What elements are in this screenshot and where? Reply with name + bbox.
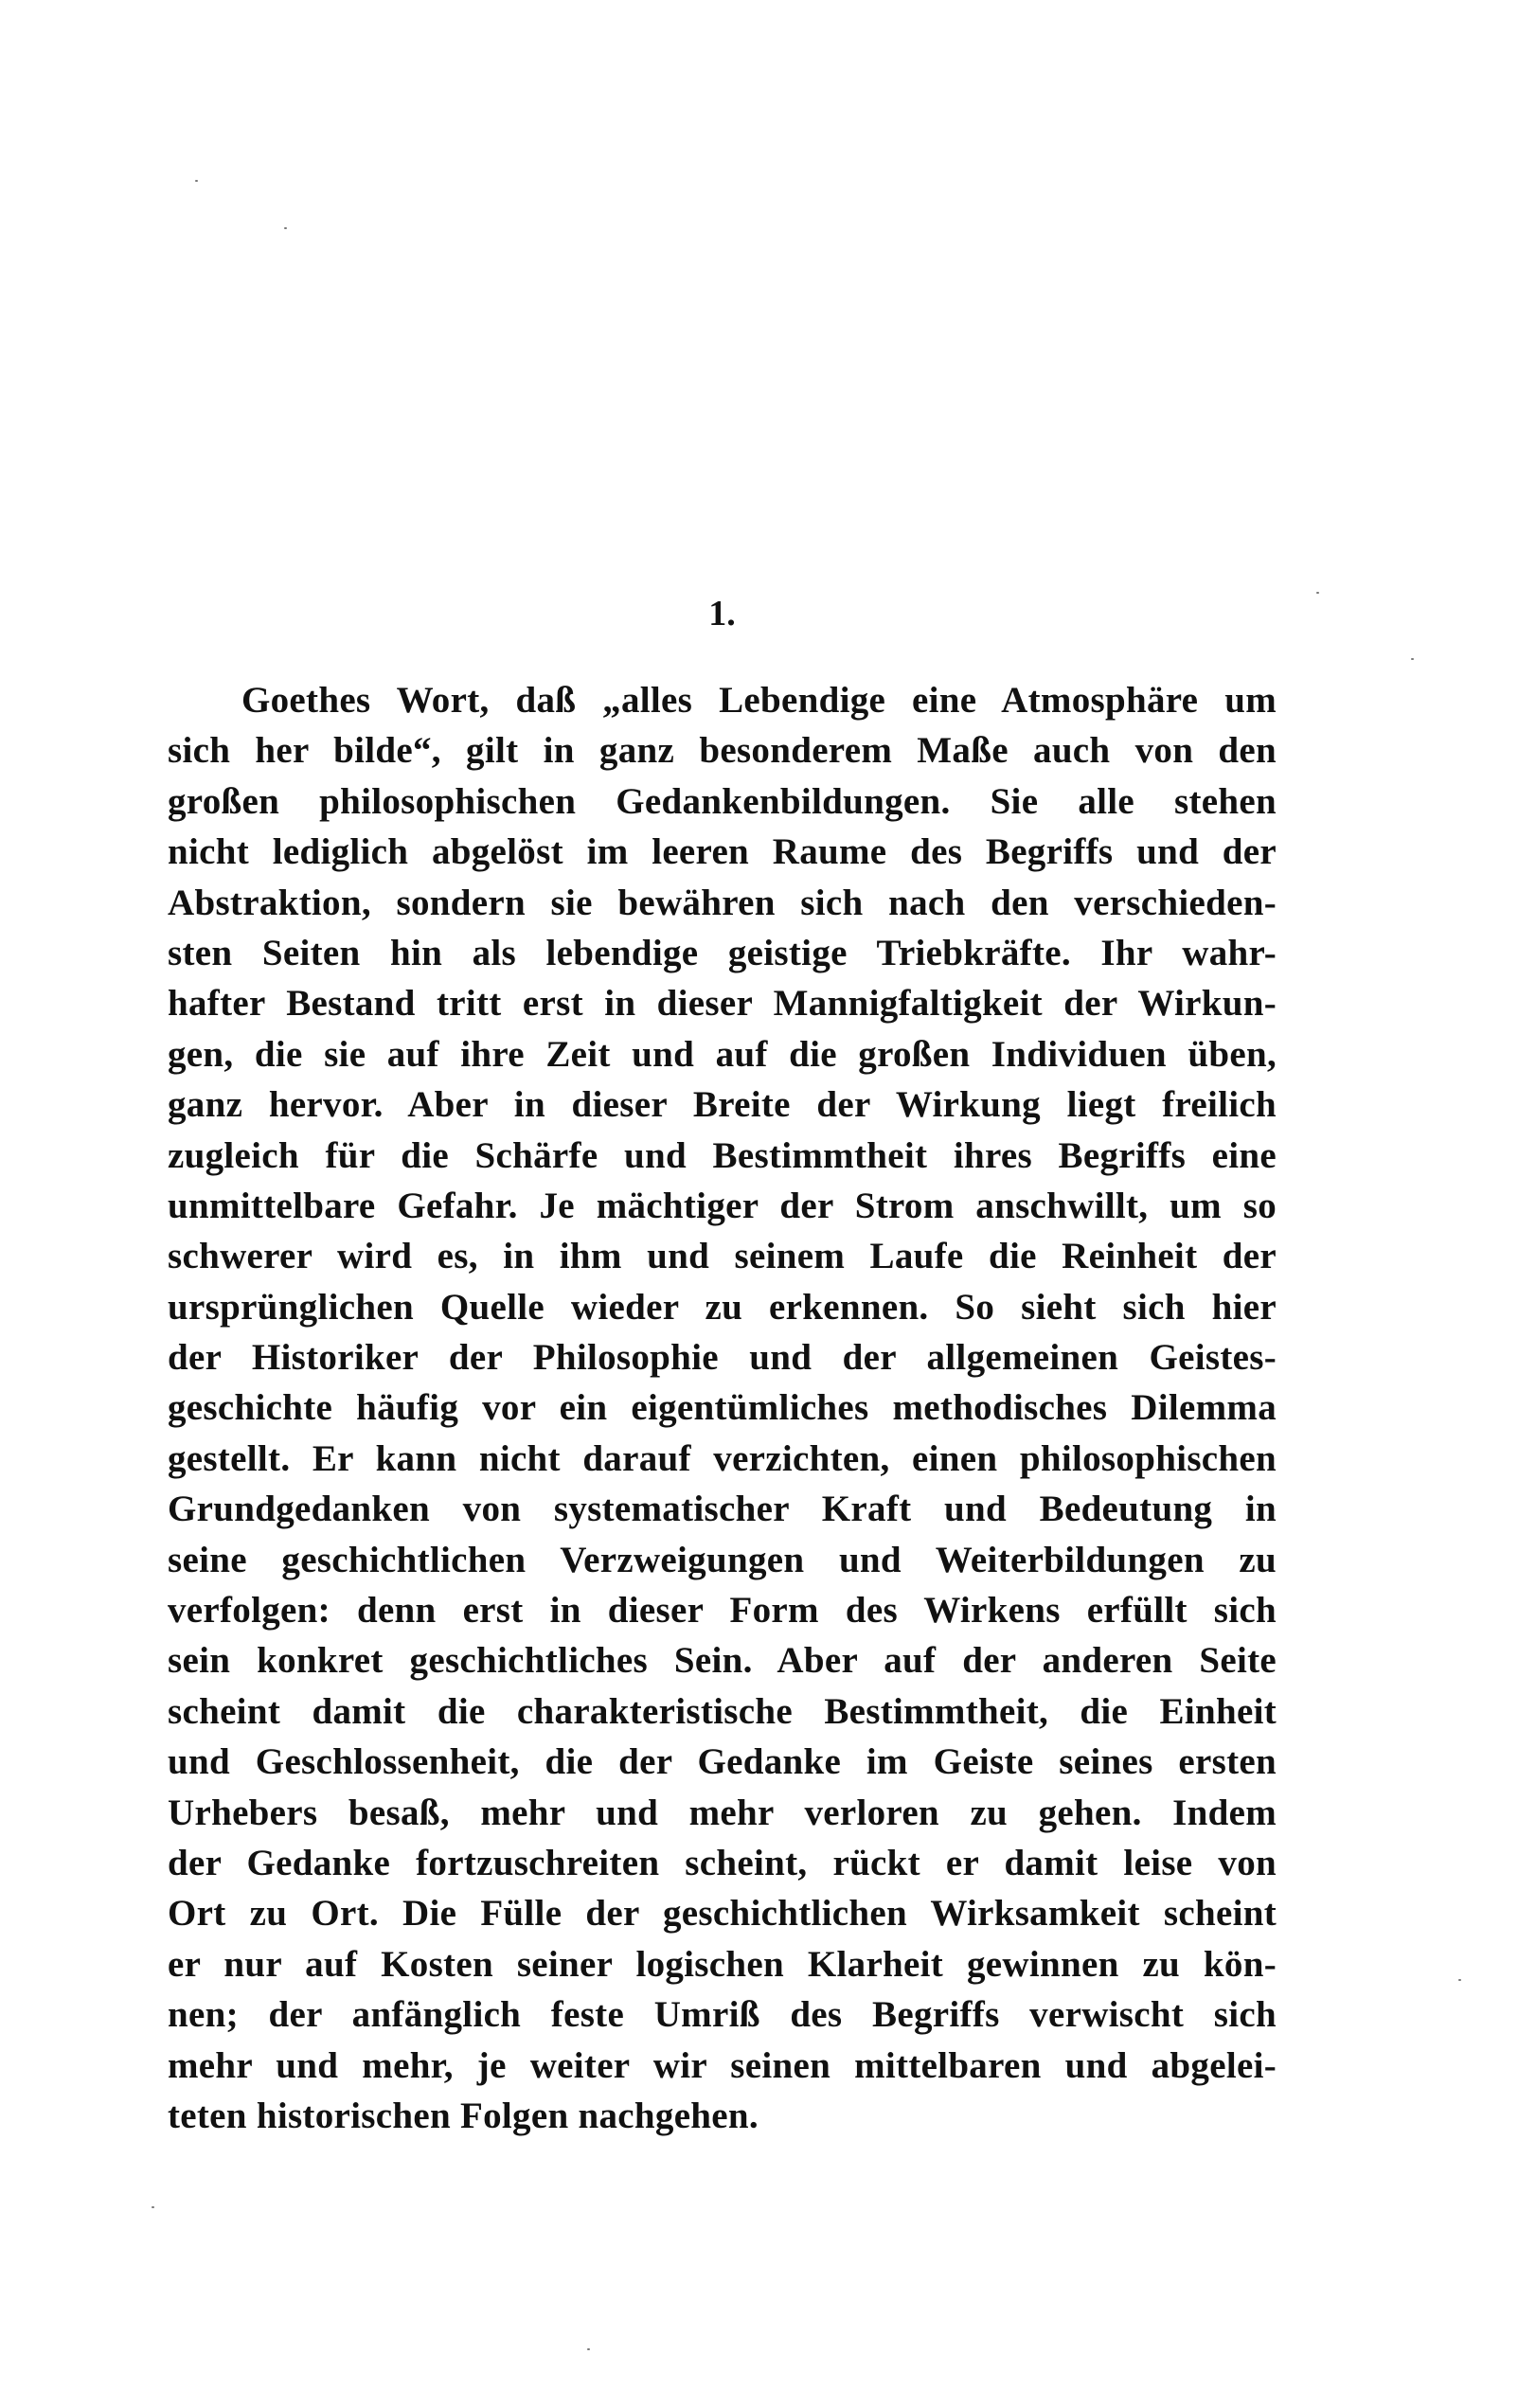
paragraph-line: sten Seiten hin als lebendige geistige Triebkräfte. Ihr wahr- <box>168 932 1277 973</box>
paragraph-line: und Geschlossenheit, die der Gedanke im Geiste seines ersten <box>168 1741 1277 1783</box>
paragraph-line: großen philosophischen Gedankenbildungen. Sie alle stehen <box>168 780 1277 822</box>
paragraph-line: der Historiker der Philosophie und der allgemeinen Geistes- <box>168 1337 1277 1379</box>
scan-speck <box>1316 592 1319 594</box>
paragraph-line: sein konkret geschichtliches Sein. Aber auf der anderen Seite <box>168 1640 1277 1682</box>
paragraph-line: zugleich für die Schärfe und Bestimmtheit ihres Begriffs eine <box>168 1134 1277 1176</box>
paragraph-line: der Gedanke fortzuschreiten scheint, rückt er damit leise von <box>168 1842 1277 1883</box>
paragraph-line: unmittelbare Gefahr. Je mächtiger der Strom anschwillt, um so <box>168 1185 1277 1226</box>
paragraph-line: scheint damit die charakteristische Bestimmtheit, die Einheit <box>168 1690 1277 1732</box>
section-number: 1. <box>708 594 736 633</box>
paragraph-line: Urhebers besaß, mehr und mehr verloren zu gehen. Indem <box>168 1792 1277 1833</box>
scan-speck <box>284 227 287 229</box>
paragraph-line: ursprünglichen Quelle wieder zu erkennen. So sieht sich hier <box>168 1286 1277 1328</box>
paragraph-line: ganz hervor. Aber in dieser Breite der Wirkung liegt freilich <box>168 1084 1277 1126</box>
scan-speck <box>1458 1979 1461 1981</box>
scan-speck <box>1411 658 1414 660</box>
paragraph-line: verfolgen: denn erst in dieser Form des Wirkens erfüllt sich <box>168 1590 1277 1632</box>
scan-speck <box>195 180 198 182</box>
paragraph-line: gestellt. Er kann nicht darauf verzichten, einen philosophischen <box>168 1437 1277 1479</box>
paragraph-line: teten historischen Folgen nachgehen. <box>168 2095 759 2136</box>
paragraph-line: nicht lediglich abgelöst im leeren Raume des Begriffs und der <box>168 831 1277 873</box>
paragraph-line: gen, die sie auf ihre Zeit und auf die großen Individuen üben, <box>168 1033 1277 1075</box>
scan-speck <box>587 2348 590 2350</box>
paragraph-line: schwerer wird es, in ihm und seinem Laufe die Reinheit der <box>168 1236 1277 1277</box>
body-paragraph <box>168 675 1277 2141</box>
paragraph-line: er nur auf Kosten seiner logischen Klarheit gewinnen zu kön- <box>168 1943 1277 1985</box>
paragraph-line: seine geschichtlichen Verzweigungen und Weiterbildungen zu <box>168 1539 1277 1580</box>
paragraph-line: Abstraktion, sondern sie bewähren sich nach den verschieden- <box>168 882 1277 923</box>
paragraph-line: geschichte häufig vor ein eigentümliches methodisches Dilemma <box>168 1387 1277 1429</box>
paragraph-line: Ort zu Ort. Die Fülle der geschichtlichen Wirksamkeit scheint <box>168 1893 1277 1935</box>
paragraph-line: mehr und mehr, je weiter wir seinen mittelbaren und abgelei- <box>168 2044 1277 2086</box>
paragraph-line: hafter Bestand tritt erst in dieser Mannigfaltigkeit der Wirkun- <box>168 983 1277 1025</box>
paragraph-line: sich her bilde“, gilt in ganz besonderem Maße auch von den <box>168 730 1277 772</box>
paragraph-line: Goethes Wort, daß „alles Lebendige eine Atmosphäre um <box>241 680 1277 721</box>
paragraph-line: nen; der anfänglich feste Umriß des Begriffs verwischt sich <box>168 1994 1277 2036</box>
paragraph-line: Grundgedanken von systematischer Kraft und Bedeutung in <box>168 1489 1277 1530</box>
scan-speck <box>152 2206 154 2208</box>
